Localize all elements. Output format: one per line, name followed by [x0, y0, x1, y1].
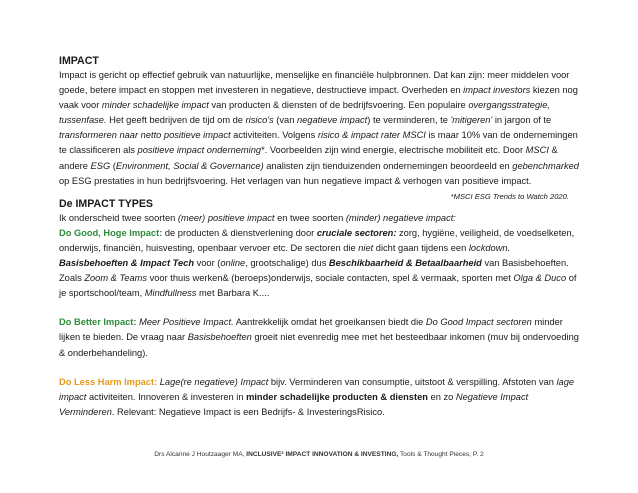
footnote-reference: *MSCI ESG Trends to Watch 2020.	[450, 191, 569, 201]
text-run: Impact is gericht op effectief gebruik van natuurlijke, menselijke en financiële hulpbronnen. Dat kan zijn: meer middelen voor goede, betere impact en stoppen met investeren in negatieve, destructieve impact. Overheden en	[59, 70, 570, 96]
text-run: kiezen nog vaak voor	[59, 85, 578, 111]
text-run: dicht gaan tijdens een	[373, 242, 469, 253]
text-run: zorg, hygiëne, veiligheid, de voedselketen, onderwijs, financiën, huisvesting, openbaar vervoer etc. De sectoren die	[59, 227, 575, 253]
text-run: ESG	[90, 160, 111, 171]
text-run: . Relevant: Negatieve Impact is een Bedrijfs- & InvesteringsRisico.	[111, 406, 385, 417]
text-run: voor thuis werken& (beroeps)onderwijs, sociale contacten, spel & vermaak, sporten met	[147, 273, 514, 284]
text-run: voor (	[194, 258, 221, 269]
text-run: (meer) positieve impact	[177, 212, 275, 223]
text-run: Basisbehoeften & Impact Tech	[59, 258, 195, 269]
text-run: Do Less Harm Impact:	[59, 376, 158, 387]
text-run: en zo	[427, 391, 456, 402]
text-run: cruciale sectoren:	[316, 227, 397, 238]
text-run: transformeren naar netto positieve impact	[59, 130, 231, 141]
impact-heading: IMPACT	[59, 55, 99, 67]
text-run: Do Good Impact sectoren	[425, 317, 532, 328]
text-run: Environment, Social & Governance)	[115, 160, 264, 171]
text-run: risico's	[245, 115, 274, 126]
text-run: (	[110, 160, 116, 171]
text-run: van producten & diensten of de bedrijfsvoering. Een populaire	[208, 100, 469, 111]
text-run: van Basisbehoeften. Zoals	[59, 258, 569, 284]
text-run: *. Voorbeelden zijn wind energie, electrische mobiliteit etc. Door	[261, 145, 526, 156]
text-run: ) te verminderen, te	[367, 115, 451, 126]
text-run: Do Better Impact:	[59, 317, 137, 328]
text-run: minder schadelijke impact	[101, 100, 209, 111]
text-run: en twee soorten	[274, 212, 346, 223]
text-run: Drs Alcanne J Houtzaager MA,	[154, 451, 247, 458]
text-run: INCLUSIVE³ IMPACT INNOVATION & INVESTING,	[246, 451, 399, 458]
text-run: (minder) negatieve impact:	[345, 212, 456, 223]
text-run: Mindfullness	[144, 288, 197, 299]
text-run: online	[220, 258, 246, 269]
text-run: lockdown.	[468, 242, 511, 253]
text-run: impact investors	[463, 85, 531, 96]
text-run: de producten & dienstverlening door	[162, 227, 317, 238]
text-run: of je sportschool/team,	[59, 273, 577, 299]
text-run: Zoom & Teams	[84, 273, 148, 284]
do-good-paragraph	[59, 226, 579, 301]
text-run: Ik onderscheid twee soorten	[59, 212, 178, 223]
impact-types-intro	[59, 211, 579, 226]
impact-paragraph	[59, 68, 579, 201]
text-run: Meer Positieve Impact.	[139, 317, 234, 328]
text-run: MSCI	[525, 145, 549, 156]
text-run: bijv. Verminderen van consumptie, uitstoot & verspilling. Afstoten van	[268, 376, 557, 387]
text-run: overgangsstrategie, tussenfase.	[59, 100, 550, 126]
content	[59, 54, 579, 420]
text-run: gebenchmarked	[512, 160, 579, 171]
text-run: Basisbehoeften	[187, 332, 252, 343]
text-run: positieve impact onderneming	[137, 145, 262, 156]
text-run: (van	[273, 115, 297, 126]
text-run: activiteiten. Innoveren & investeren in	[86, 391, 247, 402]
text-run: Olga & Duco	[513, 273, 567, 284]
text-run: minder lijken te bieden. De vraag naar	[59, 317, 563, 343]
text-run: op ESG prestaties in hun bedrijfsvoering. Het verlagen van hun negatieve impact & verhogen van positieve impact.	[59, 175, 532, 186]
text-run: Beschikbaarheid & Betaalbaarheid	[328, 258, 482, 269]
text-run: Negatieve Impact Verminderen	[59, 391, 529, 417]
text-run: is maar 10% van de ondernemingen te classificeren als	[59, 130, 578, 156]
text-run: , grootschalige) dus	[245, 258, 329, 269]
text-run: 'mitigeren'	[450, 115, 493, 126]
text-run: Lage(re negatieve) Impact	[159, 376, 269, 387]
text-run: minder schadelijke producten & diensten	[246, 391, 428, 402]
page-footer	[0, 451, 638, 458]
text-run: negatieve impact	[296, 115, 368, 126]
impact-body	[59, 70, 579, 186]
text-run: niet	[358, 242, 374, 253]
text-run: risico & impact rater MSCI	[317, 130, 426, 141]
impact-types-heading: De IMPACT TYPES	[59, 197, 153, 210]
do-less-harm-paragraph	[59, 375, 579, 420]
text-run: analisten zijn tienduizenden ondernemingen beoordeeld en	[263, 160, 513, 171]
text-run: groeit niet evenredig mee met het besteedbaar inkomen (muv bij ondervoeding & onderbehandeling).	[59, 332, 579, 358]
text-run: & andere	[59, 145, 558, 171]
text-run: lage impact	[59, 376, 575, 402]
text-run: Do Good, Hoge Impact:	[59, 227, 163, 238]
text-run: met Barbara K....	[196, 288, 270, 299]
text-run: Het geeft bedrijven de tijd om de	[106, 115, 246, 126]
text-run: activiteiten. Volgens	[230, 130, 318, 141]
text-run: Tools & Thought Pieces, P. 2	[398, 451, 484, 458]
text-run: in jargon of te	[492, 115, 552, 126]
do-better-paragraph	[59, 315, 579, 360]
text-run: Aantrekkelijk omdat het groeikansen biedt die	[233, 317, 426, 328]
